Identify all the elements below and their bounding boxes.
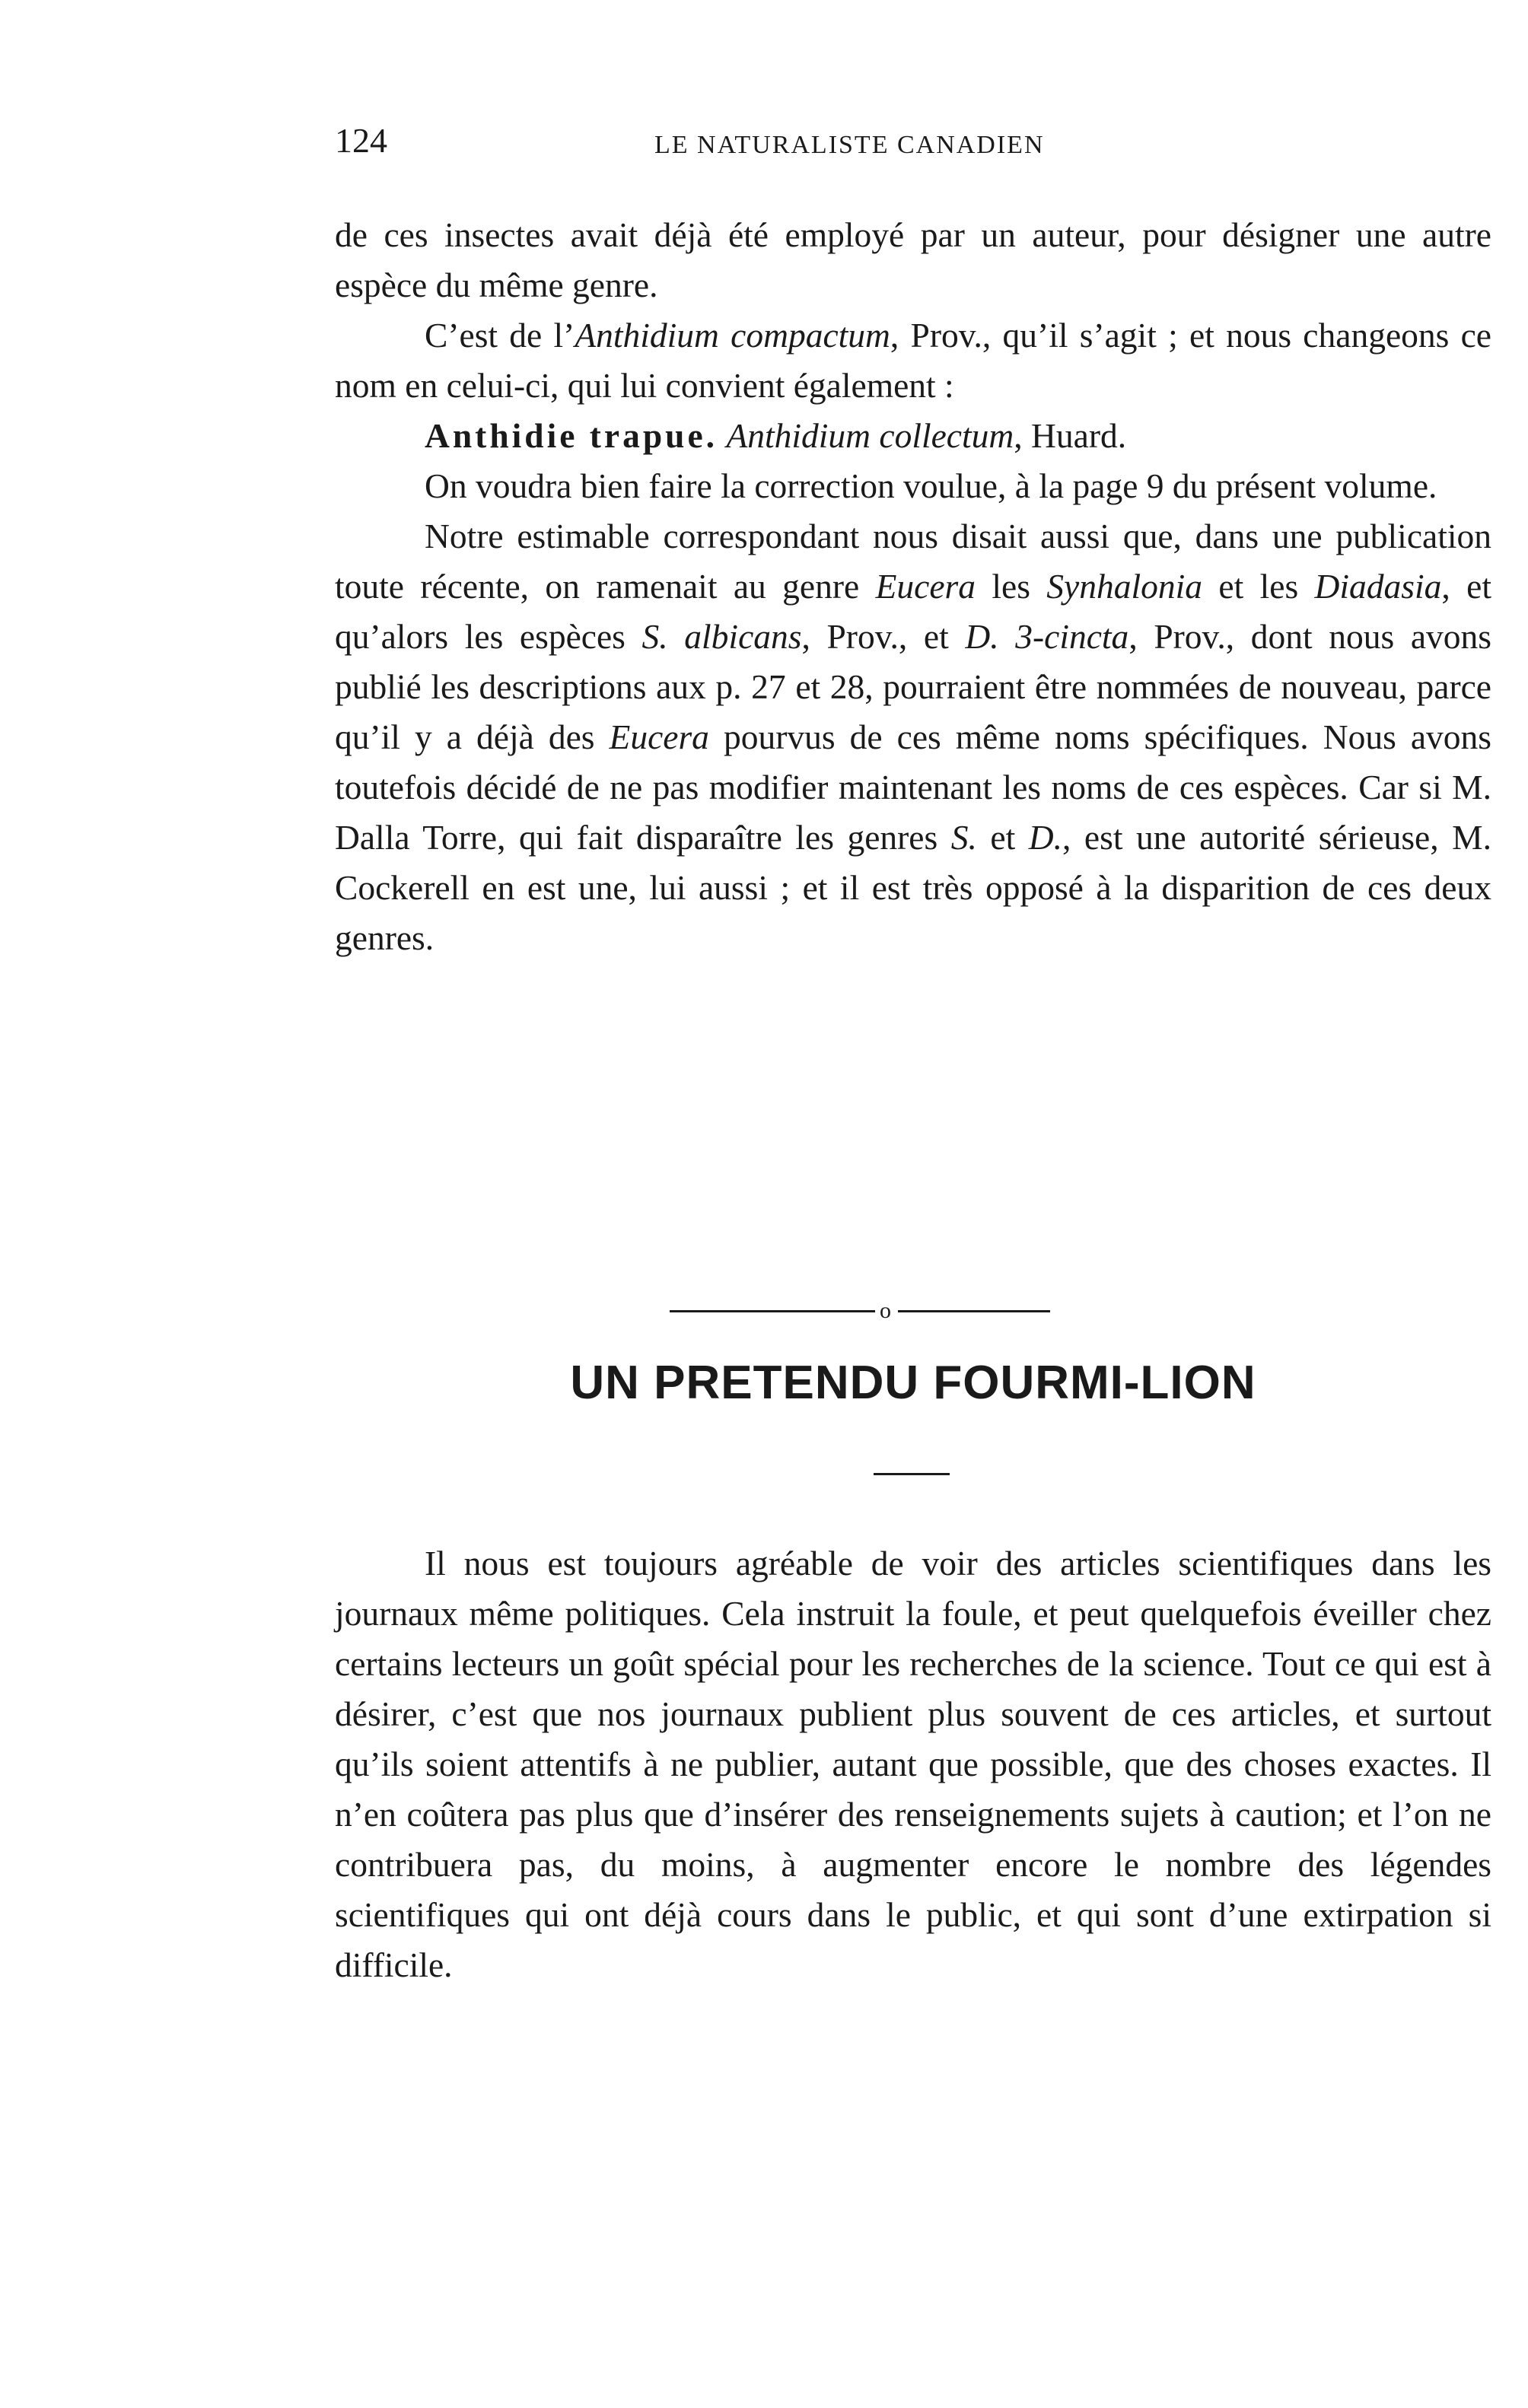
divider-ornament: o	[880, 1298, 891, 1323]
divider-line-left	[670, 1310, 875, 1312]
nomenclature-entry: Anthidie trapue. Anthidium collectum, Huard.	[425, 416, 1127, 455]
paragraph-continuation: de ces insectes avait déjà été employé par un auteur, pour désigner une autre espèce du même genre.	[335, 215, 1491, 304]
common-name: Anthidie trapue.	[425, 416, 718, 455]
paragraph-correction: On voudra bien faire la correction voulue, à la page 9 du présent volume.	[425, 466, 1437, 505]
divider-line-right	[898, 1310, 1050, 1312]
section-heading: UN PRETENDU FOURMI-LION	[570, 1357, 1256, 1409]
genus-name: Diadasia	[1314, 567, 1442, 606]
genus-abbrev: S.	[950, 818, 977, 857]
section-divider	[670, 1299, 1149, 1322]
species-name: S. albicans	[641, 617, 802, 656]
top-text-section	[335, 210, 1491, 963]
bottom-text-section	[335, 1538, 1491, 1990]
page-number: 124	[335, 121, 387, 160]
genus-abbrev: D.	[1028, 818, 1063, 857]
paragraph-article-intro: Il nous est toujours agréable de voir des articles scientifiques dans les journaux même politiques. Cela instruit la foule, et peut quelquefois éveiller chez certains lecteurs un goût spécial pour les recherches de la science. Tout ce qui est à désirer, c’est que nos journaux publient plus souvent de ces articles, et surtout qu’ils soient attentifs à ne publier, autant que possible, que des choses exactes. Il n’en coûtera pas plus que d’insérer des renseignements sujets à caution; et l’on ne contribuera pas, du moins, à augmenter encore le nombre des légendes scientifiques qui ont déjà cours dans le public, et qui sont d’une extirpation si difficile.	[335, 1544, 1491, 1984]
species-name: Anthidium collectum	[726, 416, 1014, 455]
running-title: LE NATURALISTE CANADIEN	[654, 131, 1045, 159]
genus-name: Synhalonia	[1046, 567, 1203, 606]
genus-name: Eucera	[875, 567, 976, 606]
genus-name: Eucera	[609, 717, 709, 756]
paragraph-species-rename: C’est de l’Anthidium compactum, Prov., qu’il s’agit ; et nous changeons ce nom en celui-ci, qui lui convient également :	[335, 316, 1492, 405]
page-header	[335, 120, 1491, 166]
paragraph-correspondent: Notre estimable correspondant nous disait aussi que, dans une publication toute récente, on ramenait au genre Eucera les Synhalonia et les Diadasia, et qu’alors les espèces S. albicans, Prov., et D. 3-cincta, Prov., dont nous avons publié les descriptions aux p. 27 et 28, pourraient être nommées de nouveau, parce qu’il y a déjà des Eucera pourvus de ces même noms spécifiques. Nous avons toutefois décidé de ne pas modifier maintenant les noms de ces espèces. Car si M. Dalla Torre, qui fait disparaître les genres S. et D., est une autorité sérieuse, M. Cockerell en est une, lui aussi ; et il est très opposé à la disparition de ces deux genres.	[335, 517, 1491, 957]
species-name: Anthidium compactum	[575, 316, 890, 355]
heading-rule	[874, 1473, 950, 1475]
species-name: D. 3-cincta	[965, 617, 1129, 656]
